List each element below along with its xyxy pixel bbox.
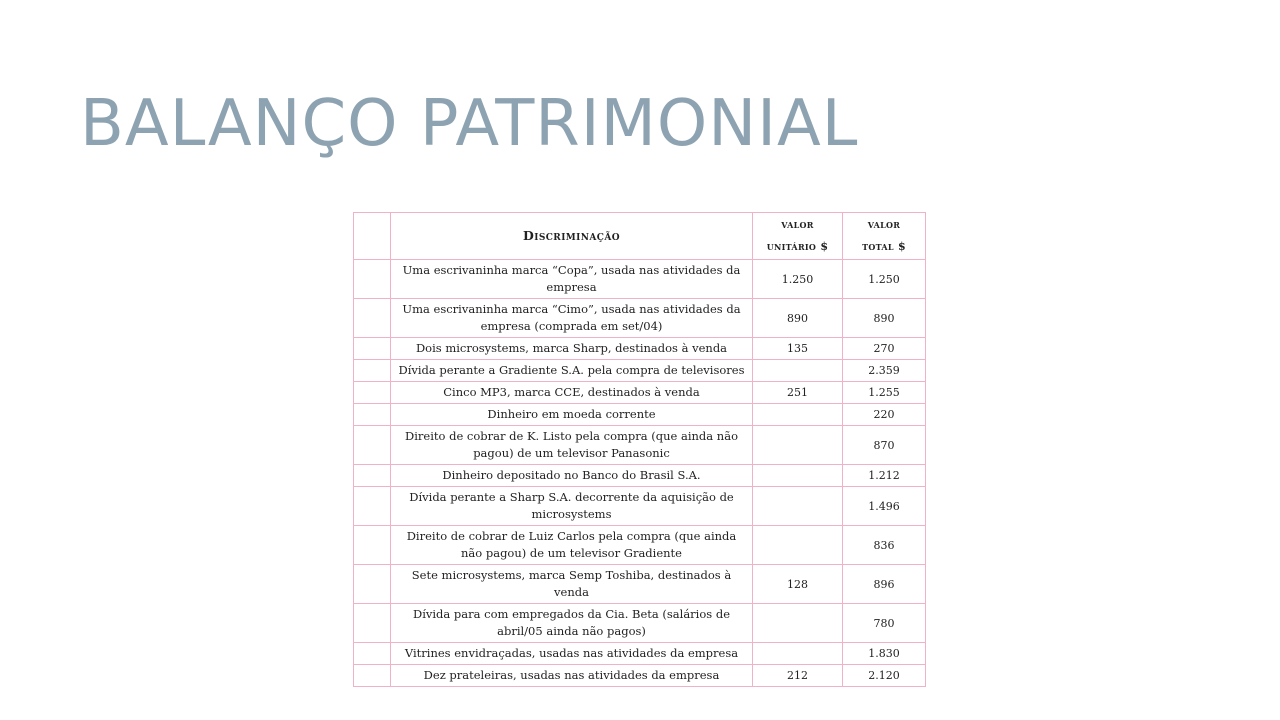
table-row	[354, 643, 926, 665]
header-row	[354, 213, 926, 260]
row-valor-total: 1.250	[843, 260, 926, 299]
row-description: Direito de cobrar de K. Listo pela compra (que ainda não pagou) de um televisor Panasonic	[391, 426, 753, 465]
row-blank-cell	[354, 487, 391, 526]
header-blank-cell	[354, 213, 391, 260]
row-valor-unitario	[753, 604, 843, 643]
row-valor-total: 1.496	[843, 487, 926, 526]
header-valor-unitario-line1: valor	[781, 218, 814, 231]
row-valor-total: 780	[843, 604, 926, 643]
row-description: Uma escrivaninha marca “Copa”, usada nas atividades da empresa	[391, 260, 753, 299]
row-blank-cell	[354, 299, 391, 338]
row-valor-unitario: 890	[753, 299, 843, 338]
row-description: Uma escrivaninha marca “Cimo”, usada nas atividades da empresa (comprada em set/04)	[391, 299, 753, 338]
row-valor-total: 1.255	[843, 382, 926, 404]
slide-title: BALANÇO PATRIMONIAL	[80, 87, 859, 161]
row-description: Cinco MP3, marca CCE, destinados à venda	[391, 382, 753, 404]
row-description: Direito de cobrar de Luiz Carlos pela compra (que ainda não pagou) de um televisor Gradiente	[391, 526, 753, 565]
row-blank-cell	[354, 604, 391, 643]
table-row	[354, 665, 926, 687]
row-valor-total: 2.120	[843, 665, 926, 687]
table-row	[354, 487, 926, 526]
table-body	[354, 260, 926, 687]
table-row	[354, 360, 926, 382]
row-valor-unitario	[753, 426, 843, 465]
table-row	[354, 604, 926, 643]
row-blank-cell	[354, 360, 391, 382]
table-row	[354, 299, 926, 338]
row-valor-total: 1.830	[843, 643, 926, 665]
row-description: Vitrines envidraçadas, usadas nas atividades da empresa	[391, 643, 753, 665]
row-description: Dívida perante a Sharp S.A. decorrente da aquisição de microsystems	[391, 487, 753, 526]
header-valor-unitario	[753, 213, 843, 260]
row-blank-cell	[354, 465, 391, 487]
row-valor-unitario	[753, 404, 843, 426]
row-valor-unitario	[753, 465, 843, 487]
row-blank-cell	[354, 260, 391, 299]
row-description: Dinheiro em moeda corrente	[391, 404, 753, 426]
header-valor-unitario-line2: unitário $	[766, 240, 829, 253]
row-blank-cell	[354, 643, 391, 665]
row-blank-cell	[354, 338, 391, 360]
header-valor-total-line1: valor	[867, 218, 901, 231]
header-valor-total	[843, 213, 926, 260]
header-valor-total-line2: total $	[862, 240, 906, 253]
row-blank-cell	[354, 565, 391, 604]
row-valor-unitario: 128	[753, 565, 843, 604]
row-valor-unitario: 251	[753, 382, 843, 404]
row-blank-cell	[354, 404, 391, 426]
table-row	[354, 260, 926, 299]
row-description: Sete microsystems, marca Semp Toshiba, destinados à venda	[391, 565, 753, 604]
row-valor-unitario	[753, 526, 843, 565]
row-valor-total: 2.359	[843, 360, 926, 382]
balance-sheet-table-container	[353, 212, 925, 687]
row-description: Dois microsystems, marca Sharp, destinados à venda	[391, 338, 753, 360]
table-row	[354, 338, 926, 360]
row-valor-unitario: 1.250	[753, 260, 843, 299]
header-discriminacao: Discriminação	[391, 213, 753, 260]
row-blank-cell	[354, 382, 391, 404]
row-blank-cell	[354, 526, 391, 565]
row-valor-total: 1.212	[843, 465, 926, 487]
row-valor-unitario: 212	[753, 665, 843, 687]
row-valor-unitario	[753, 360, 843, 382]
row-valor-total: 836	[843, 526, 926, 565]
row-description: Dez prateleiras, usadas nas atividades da empresa	[391, 665, 753, 687]
row-valor-total: 890	[843, 299, 926, 338]
table-row	[354, 404, 926, 426]
row-valor-unitario	[753, 487, 843, 526]
row-valor-total: 896	[843, 565, 926, 604]
balance-sheet-table	[353, 212, 926, 687]
table-row	[354, 426, 926, 465]
row-description: Dívida perante a Gradiente S.A. pela compra de televisores	[391, 360, 753, 382]
row-description: Dívida para com empregados da Cia. Beta (salários de abril/05 ainda não pagos)	[391, 604, 753, 643]
table-row	[354, 465, 926, 487]
row-valor-total: 870	[843, 426, 926, 465]
row-valor-total: 270	[843, 338, 926, 360]
row-blank-cell	[354, 426, 391, 465]
table-row	[354, 526, 926, 565]
table-row	[354, 382, 926, 404]
row-valor-total: 220	[843, 404, 926, 426]
table-row	[354, 565, 926, 604]
table-header	[354, 213, 926, 260]
row-description: Dinheiro depositado no Banco do Brasil S.A.	[391, 465, 753, 487]
row-valor-unitario	[753, 643, 843, 665]
row-blank-cell	[354, 665, 391, 687]
row-valor-unitario: 135	[753, 338, 843, 360]
